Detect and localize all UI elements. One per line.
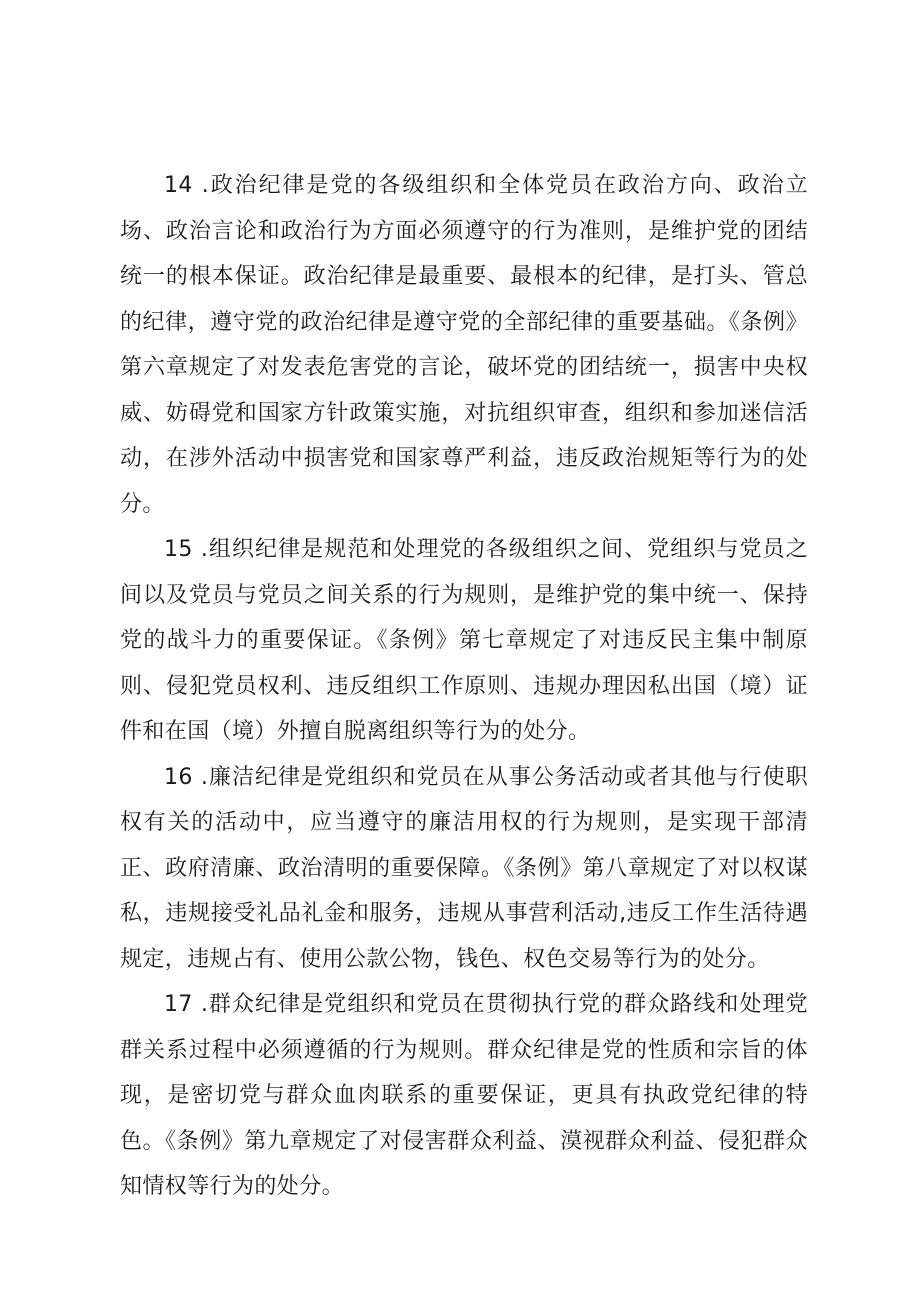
paragraph-16-integrity-discipline: 16 .廉洁纪律是党组织和党员在从事公务活动或者其他与行使职权有关的活动中，应当遵守的廉洁用权的行为规则，是实现干部清正、政府清廉、政治清明的重要保障。《条例》第八章规定了对以权谋私，违规接受礼品礼金和服务，违规从事营利活动,违反工作生活待遇规定，违规占有、使用公款公物，钱色、权色交易等行为的处分。	[120, 764, 808, 972]
document-body	[120, 163, 808, 1210]
paragraph-15-organizational-discipline: 15 .组织纪律是规范和处理党的各级组织之间、党组织与党员之间以及党员与党员之间关系的行为规则，是维护党的集中统一、保持党的战斗力的重要保证。《条例》第七章规定了对违反民主集中制原则、侵犯党员权利、违反组织工作原则、违规办理因私出国（境）证件和在国（境）外擅自脱离组织等行为的处分。	[120, 537, 808, 744]
paragraph-17-mass-discipline: 17 .群众纪律是党组织和党员在贯彻执行党的群众路线和处理党群关系过程中必须遵循的行为规则。群众纪律是党的性质和宗旨的体现，是密切党与群众血肉联系的重要保证，更具有执政党纪律的特色。《条例》第九章规定了对侵害群众利益、漠视群众利益、侵犯群众知情权等行为的处分。	[120, 992, 808, 1199]
paragraph-14-political-discipline: 14 .政治纪律是党的各级组织和全体党员在政治方向、政治立场、政治言论和政治行为方面必须遵守的行为准则，是维护党的团结统一的根本保证。政治纪律是最重要、最根本的纪律，是打头、管总的纪律，遵守党的政治纪律是遵守党的全部纪律的重要基础。《条例》第六章规定了对发表危害党的言论，破坏党的团结统一，损害中央权威、妨碍党和国家方针政策实施，对抗组织审查，组织和参加迷信活动，在涉外活动中损害党和国家尊严利益，违反政治规矩等行为的处分。	[120, 173, 808, 517]
